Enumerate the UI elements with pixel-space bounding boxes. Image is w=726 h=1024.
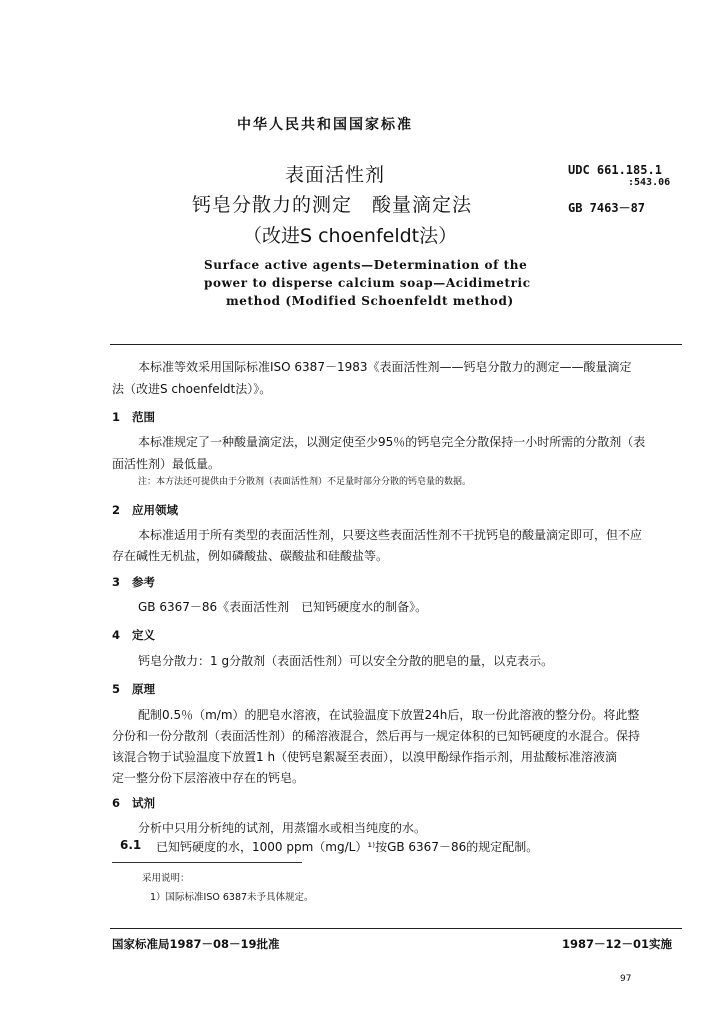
section-3-text: GB 6367－86《表面活性剂 已知钙硬度水的制备》。 xyxy=(138,600,428,614)
section-1-note: 注：本方法还可提供由于分散剂（表面活性剂）不足量时部分分散的钙皂量的数据。 xyxy=(138,477,472,487)
section-6-text: 分析中只用分析纯的试剂，用蒸馏水或相当纯度的水。 xyxy=(138,821,427,835)
udc-code-continuation: :543.06 xyxy=(628,177,671,188)
intro-line-1: 本标准等效采用国际标准ISO 6387－1983《表面活性剂——钙皂分散力的测定——酸量滴定 xyxy=(138,360,632,374)
subsection-6-1-text: 已知钙硬度的水，1000 ppm（mg/L）¹⁾按GB 6367－86的规定配制。 xyxy=(156,840,539,854)
section-number: 1 xyxy=(112,410,121,424)
section-5-text-line-3: 该混合物于试验温度下放置1 h（使钙皂絮凝至表面），以溴甲酚绿作指示剂，用盐酸标准溶液滴 xyxy=(112,750,618,764)
section-number: 2 xyxy=(112,503,121,517)
section-4-heading xyxy=(112,627,155,643)
header-divider xyxy=(110,344,682,345)
footer-divider xyxy=(110,928,682,929)
title-line-2: 钙皂分散力的测定 酸量滴定法 xyxy=(192,194,473,216)
section-5-text-line-1: 配制0.5％（m/m）的肥皂水溶液，在试验温度下放置24h后，取一份此溶液的整分份。将此整 xyxy=(138,708,640,722)
page-number: 97 xyxy=(620,974,632,984)
english-title-line-3: method (Modified Schoenfeldt method) xyxy=(226,294,514,308)
section-4-text: 钙皂分散力：1 g分散剂（表面活性剂）可以安全分散的肥皂的量，以克表示。 xyxy=(138,654,554,668)
title-line-1: 表面活性剂 xyxy=(285,164,386,186)
section-title: 原理 xyxy=(132,682,155,696)
section-1-text-line-2: 面活性剂）最低量。 xyxy=(112,457,221,471)
section-5-text-line-2: 分份和一份分散剂（表面活性剂）的稀溶液混合，然后再与一规定体积的已知钙硬度的水混合。保持 xyxy=(112,729,641,743)
effective-date: 1987－12－01实施 xyxy=(562,937,673,951)
section-title: 参考 xyxy=(132,575,155,589)
footnote-divider xyxy=(112,862,302,863)
approval-date: 国家标准局1987－08－19批准 xyxy=(112,937,280,951)
section-title: 试剂 xyxy=(132,796,155,810)
section-title: 应用领域 xyxy=(132,503,178,517)
section-1-text-line-1: 本标准规定了一种酸量滴定法，以测定使至少95％的钙皂完全分散保持一小时所需的分散剂（表 xyxy=(138,435,646,449)
section-5-text-line-4: 定一整分份下层溶液中存在的钙皂。 xyxy=(112,771,305,785)
udc-code: UDC 661.185.1 xyxy=(568,163,662,177)
section-5-heading xyxy=(112,681,155,697)
footnote-item: 1）国际标准ISO 6387未予具体规定。 xyxy=(150,892,314,903)
section-title: 范围 xyxy=(132,410,155,424)
section-1-heading xyxy=(112,409,155,425)
section-6-heading xyxy=(112,795,155,811)
section-number: 6 xyxy=(112,796,121,810)
title-line-3: （改进S choenfeldt法） xyxy=(243,225,458,247)
section-2-text-line-1: 本标准适用于所有类型的表面活性剂，只要这些表面活性剂不干扰钙皂的酸量滴定即可，但不应 xyxy=(138,528,643,542)
footnote-label: 采用说明： xyxy=(142,873,190,884)
english-title-line-1: Surface active agents—Determination of the xyxy=(204,258,528,272)
issuer-heading: 中华人民共和国国家标准 xyxy=(237,117,413,133)
section-number: 4 xyxy=(112,628,121,642)
intro-line-2: 法（改进S choenfeldt法）》。 xyxy=(112,382,272,396)
section-number: 3 xyxy=(112,575,121,589)
subsection-6-1-number: 6.1 xyxy=(120,838,142,852)
section-2-heading xyxy=(112,502,178,518)
section-3-heading xyxy=(112,574,155,590)
section-2-text-line-2: 存在碱性无机盐，例如磷酸盐、碳酸盐和硅酸盐等。 xyxy=(112,549,389,563)
section-number: 5 xyxy=(112,682,121,696)
gb-standard-number: GB 7463－87 xyxy=(568,201,646,215)
english-title-line-2: power to disperse calcium soap—Acidimetric xyxy=(204,276,531,290)
section-title: 定义 xyxy=(132,628,155,642)
